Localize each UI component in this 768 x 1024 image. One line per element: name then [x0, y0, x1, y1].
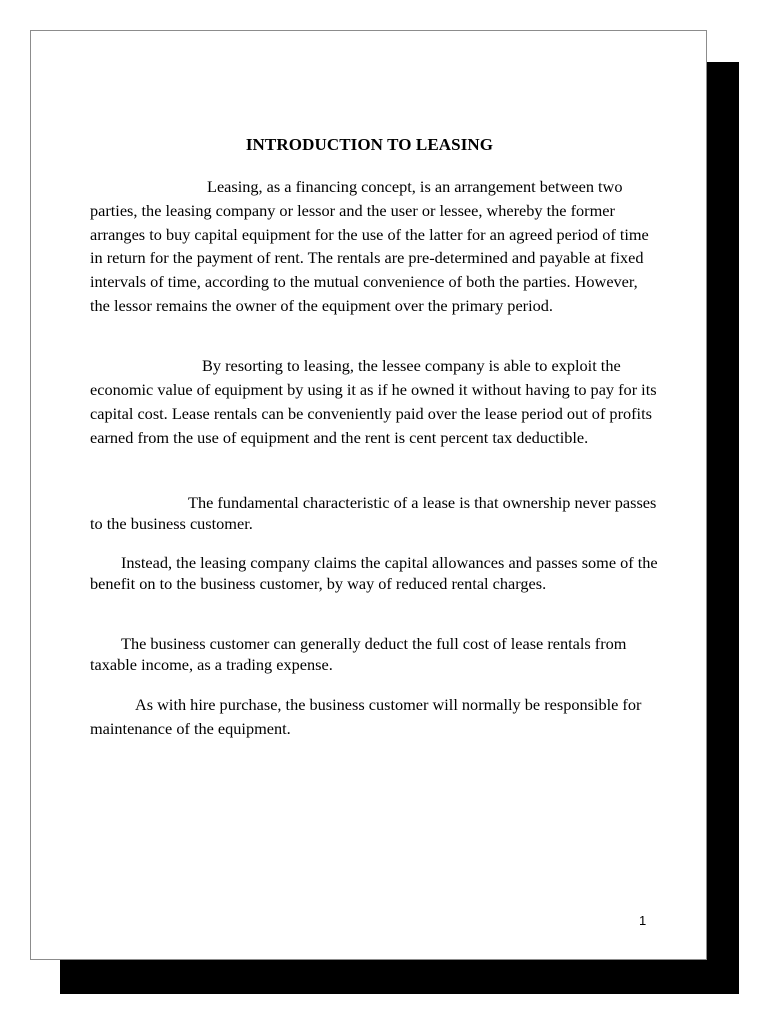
- paragraph-maintenance: As with hire purchase, the business customer will normally be responsible for maintenance of the equipment.: [90, 695, 642, 738]
- page-number: 1: [639, 913, 647, 928]
- paragraph-tax-deduction: The business customer can generally deduct the full cost of lease rentals from taxable income, as a trading expense.: [90, 634, 627, 674]
- paragraph-ownership: The fundamental characteristic of a lease is that ownership never passes to the business customer.: [90, 493, 657, 533]
- document-title: INTRODUCTION TO LEASING: [245, 135, 494, 154]
- document-page: [30, 30, 707, 960]
- paragraph-capital-allowances: Instead, the leasing company claims the capital allowances and passes some of the benefit on to the business customer, by way of reduced rental charges.: [90, 553, 658, 593]
- paragraph-lessee-benefits: By resorting to leasing, the lessee company is able to exploit the economic value of equipment by using it as if he owned it without having to pay for its capital cost. Lease rentals can be conveniently paid over the lease period out of profits earned from the use of equipment and the rent is cent percent tax deductible.: [90, 356, 657, 447]
- paragraph-leasing-concept: Leasing, as a financing concept, is an arrangement between two parties, the leasing company or lessor and the user or lessee, whereby the former arranges to buy capital equipment for the use of the latter for an agreed period of time in return for the payment of rent. The rentals are pre-determined and payable at fixed intervals of time, according to the mutual convenience of both the parties. However, the lessor remains the owner of the equipment over the primary period.: [90, 177, 649, 315]
